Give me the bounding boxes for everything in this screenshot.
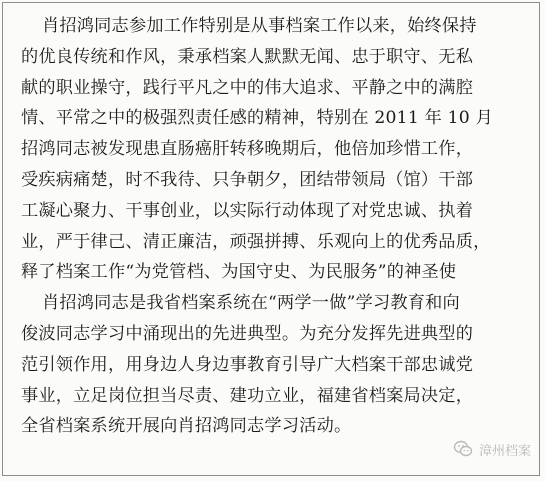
article-text	[21, 11, 526, 442]
text-line: 释了档案工作“为党管档、为国守史、为民服务”的神圣使	[21, 262, 457, 283]
watermark-text: 漳州档案	[478, 443, 531, 459]
text-line: 招鸿同志被发现患直肠癌肝转移晚期后，他倍加珍惜工作，	[21, 139, 474, 160]
text-line: 的优良传统和作风，秉承档案人默默无闻、忠于职守、无私	[21, 46, 474, 67]
wechat-icon	[453, 439, 473, 459]
text-line: 工凝心聚力、干事创业，以实际行动体现了对党忠诚、执着	[21, 200, 474, 221]
text-line: 事业，立足岗位担当尽责、建功立业，福建省档案局决定，	[21, 385, 474, 406]
text-line: 业，严于律己、清正廉洁，顽强拼搏、乐观向上的优秀品质，	[21, 231, 491, 252]
text-line: 情、平常之中的极强烈责任感的精神，特别在 2011 年 10 月	[21, 108, 493, 129]
text-line: 肖招鸿同志是我省档案系统在“两学一做”学习教育和向	[42, 293, 460, 314]
text-line: 全省档案系统开展向肖招鸿同志学习活动。	[21, 416, 352, 437]
text-line: 献的职业操守，践行平凡之中的伟大追求、平静之中的满腔	[21, 77, 474, 98]
text-line: 俊波同志学习中涌现出的先进典型。为充分发挥先进典型的	[21, 323, 474, 344]
text-line: 受疾病痛楚，时不我待、只争朝夕，团结带领局（馆）干部	[21, 169, 474, 190]
text-line: 范引领作用，用身边人身边事教育引导广大档案干部忠诚党	[21, 354, 474, 375]
watermark	[453, 439, 531, 459]
text-line: 肖招鸿同志参加工作特别是从事档案工作以来，始终保持	[42, 16, 477, 36]
